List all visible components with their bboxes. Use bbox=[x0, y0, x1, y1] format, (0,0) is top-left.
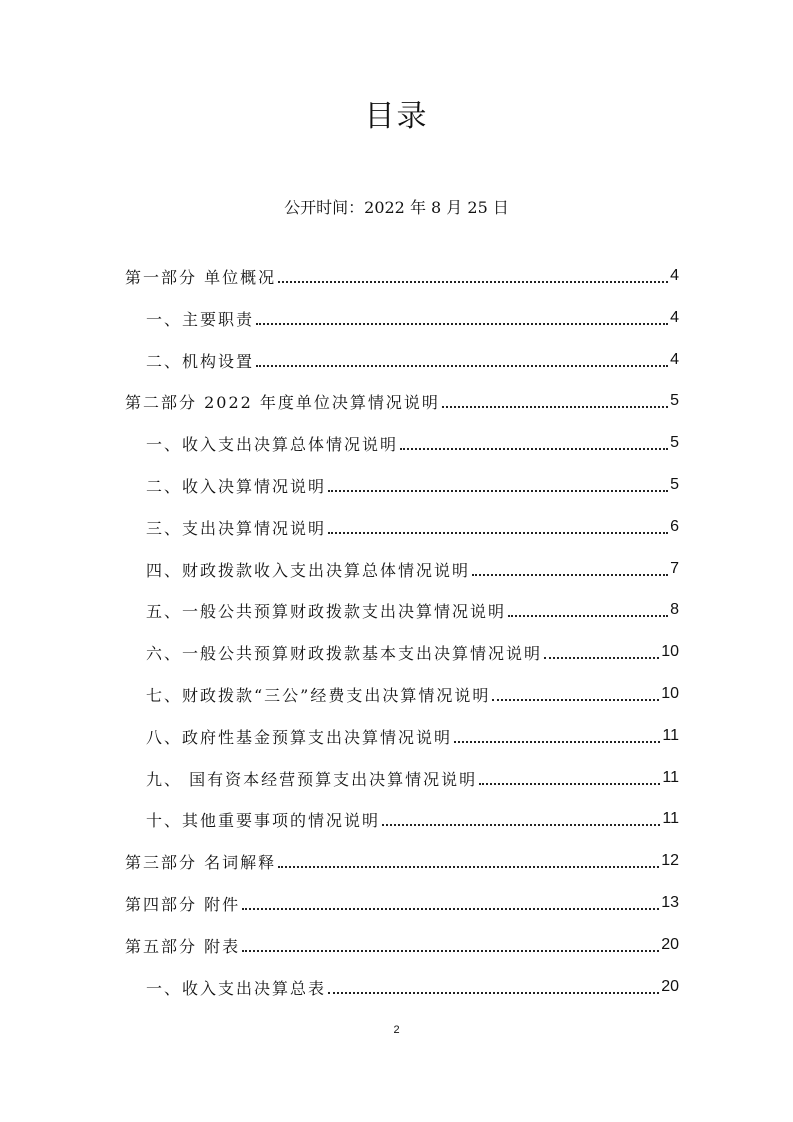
toc-leader-dots bbox=[256, 323, 668, 325]
toc-entry-label: 二、收入决算情况说明 bbox=[146, 476, 327, 496]
toc-entry-label: 第二部分 2022 年度单位决算情况说明 bbox=[125, 392, 440, 412]
toc-entry-label: 第一部分 单位概况 bbox=[125, 267, 277, 287]
toc-entry-page: 5 bbox=[670, 476, 679, 493]
toc-entry-label: 一、收入支出决算总体情况说明 bbox=[146, 434, 399, 454]
toc-leader-dots bbox=[454, 741, 660, 743]
toc-entry[interactable] bbox=[146, 679, 679, 709]
toc-entry-page: 4 bbox=[670, 267, 679, 284]
toc-leader-dots bbox=[442, 406, 668, 408]
toc-entry-label: 二、机构设置 bbox=[146, 351, 255, 371]
toc-entry-page: 4 bbox=[670, 351, 679, 368]
publish-date: 公开时间：2022 年 8 月 25 日 bbox=[284, 198, 509, 217]
toc-entry-page: 20 bbox=[661, 978, 679, 995]
toc-entry[interactable] bbox=[125, 261, 679, 291]
toc-entry-label: 六、一般公共预算财政拨款基本支出决算情况说明 bbox=[146, 643, 543, 663]
toc-entry-label: 四、财政拨款收入支出决算总体情况说明 bbox=[146, 560, 471, 580]
toc-entry-label: 八、政府性基金预算支出决算情况说明 bbox=[146, 727, 453, 747]
toc-entry-page: 10 bbox=[661, 685, 679, 702]
toc-entry[interactable] bbox=[146, 303, 679, 333]
toc-entry-label: 第五部分 附表 bbox=[125, 936, 241, 956]
toc-entry-label: 九、 国有资本经营预算支出决算情况说明 bbox=[146, 769, 478, 789]
toc-entry[interactable] bbox=[146, 972, 679, 1002]
toc-entry[interactable] bbox=[146, 428, 679, 458]
toc-entry[interactable] bbox=[146, 804, 679, 834]
page-title: 目录 bbox=[364, 99, 429, 134]
toc-leader-dots bbox=[492, 699, 659, 701]
toc-leader-dots bbox=[278, 281, 668, 283]
toc-entry-page: 12 bbox=[661, 852, 679, 869]
toc-entry-label: 十、其他重要事项的情况说明 bbox=[146, 810, 381, 830]
toc-leader-dots bbox=[382, 824, 660, 826]
toc-leader-dots bbox=[328, 532, 668, 534]
toc-entry-label: 第四部分 附件 bbox=[125, 894, 241, 914]
toc-leader-dots bbox=[400, 448, 668, 450]
toc-entry-page: 5 bbox=[670, 434, 679, 451]
toc-entry[interactable] bbox=[146, 554, 679, 584]
toc-leader-dots bbox=[479, 783, 660, 785]
toc-entry[interactable] bbox=[146, 721, 679, 751]
toc-leader-dots bbox=[242, 908, 659, 910]
toc-entry-page: 4 bbox=[670, 309, 679, 326]
toc-entry-page: 11 bbox=[662, 727, 679, 744]
toc-entry-label: 五、一般公共预算财政拨款支出决算情况说明 bbox=[146, 601, 507, 621]
toc-entry-page: 20 bbox=[661, 936, 679, 953]
toc-entry[interactable] bbox=[125, 386, 679, 416]
toc-leader-dots bbox=[544, 657, 659, 659]
toc-entry-page: 8 bbox=[670, 601, 679, 618]
toc-entry-page: 10 bbox=[661, 643, 679, 660]
toc-entry-page: 6 bbox=[670, 518, 679, 535]
toc-leader-dots bbox=[256, 365, 668, 367]
toc-leader-dots bbox=[242, 950, 659, 952]
toc-entry[interactable] bbox=[125, 846, 679, 876]
toc-entry-label: 三、支出决算情况说明 bbox=[146, 518, 327, 538]
toc-entry[interactable] bbox=[146, 637, 679, 667]
toc-entry-label: 七、财政拨款“三公”经费支出决算情况说明 bbox=[146, 685, 491, 705]
toc-leader-dots bbox=[328, 992, 659, 994]
page-number: 2 bbox=[393, 1024, 400, 1036]
toc-entry[interactable] bbox=[146, 512, 679, 542]
toc-leader-dots bbox=[278, 866, 659, 868]
toc-entry[interactable] bbox=[146, 345, 679, 375]
toc-leader-dots bbox=[508, 615, 668, 617]
toc-entry-label: 一、收入支出决算总表 bbox=[146, 978, 327, 998]
toc-entry-page: 13 bbox=[661, 894, 679, 911]
toc-entry[interactable] bbox=[146, 763, 679, 793]
toc-entry-page: 11 bbox=[662, 769, 679, 786]
toc-entry[interactable] bbox=[125, 888, 679, 918]
toc-entry-label: 一、主要职责 bbox=[146, 309, 255, 329]
toc-entry-page: 5 bbox=[670, 392, 679, 409]
toc-entry[interactable] bbox=[146, 470, 679, 500]
toc-leader-dots bbox=[328, 490, 668, 492]
toc-leader-dots bbox=[472, 574, 668, 576]
toc-entry-label: 第三部分 名词解释 bbox=[125, 852, 277, 872]
toc-entry-page: 7 bbox=[670, 560, 679, 577]
toc-entry[interactable] bbox=[146, 595, 679, 625]
toc-entry-page: 11 bbox=[662, 810, 679, 827]
toc-entry[interactable] bbox=[125, 930, 679, 960]
